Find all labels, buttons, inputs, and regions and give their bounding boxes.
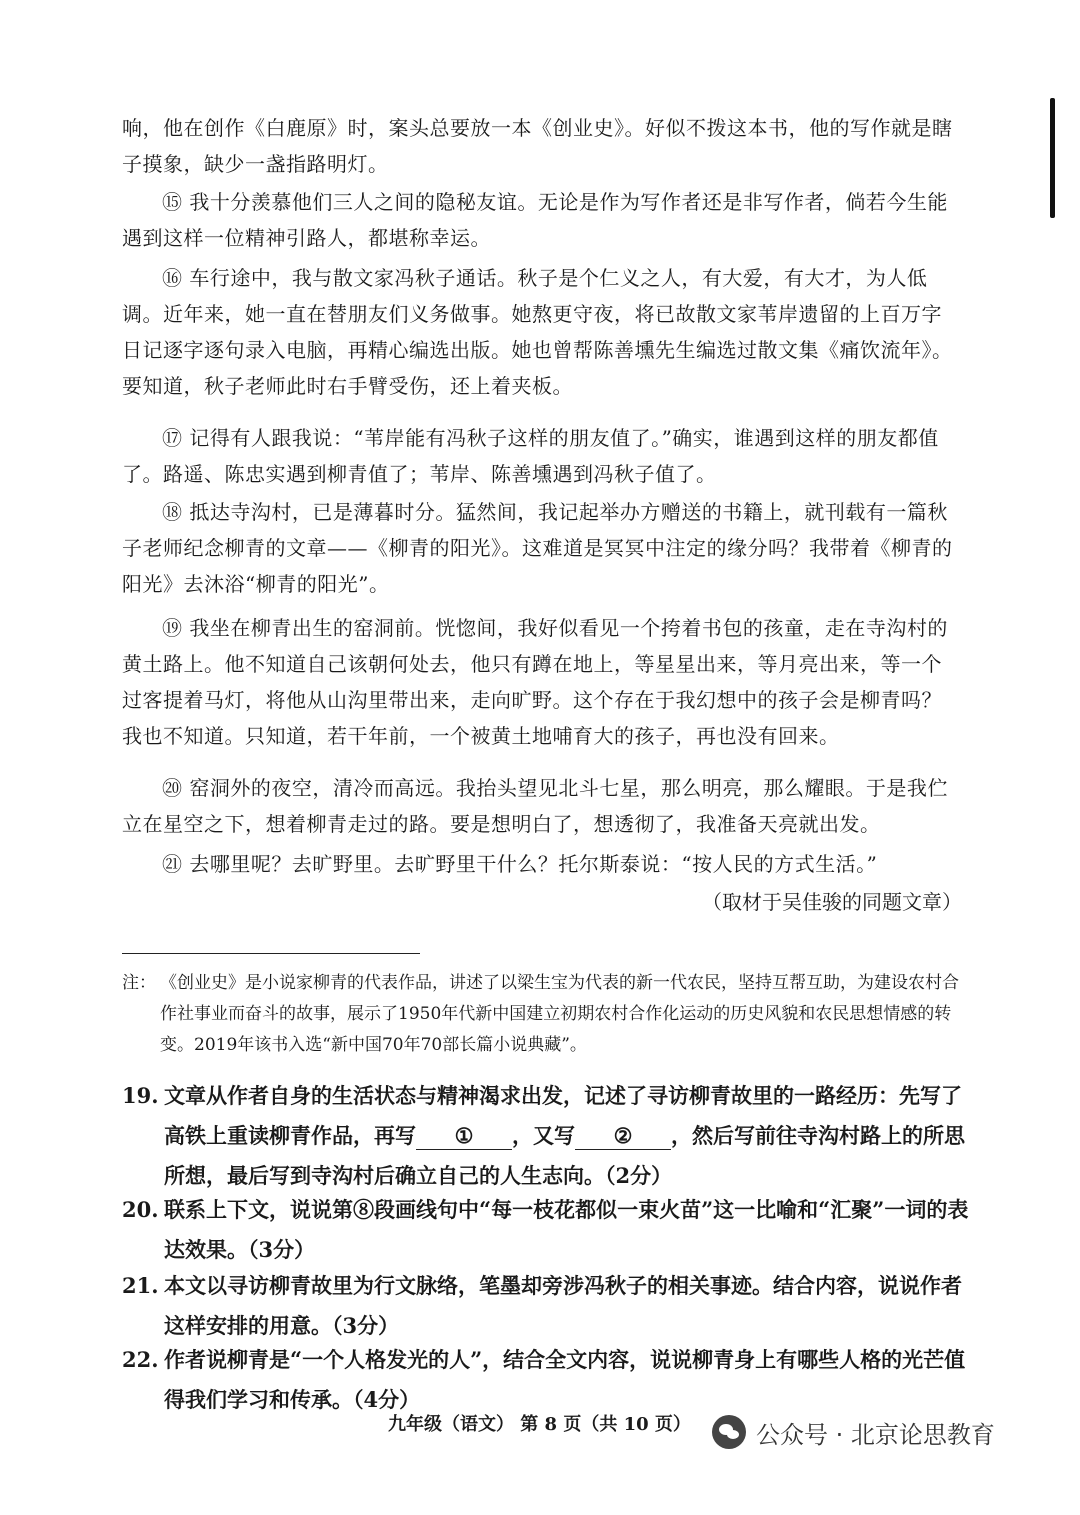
- question-text: [164, 1076, 972, 1196]
- question-text: 作者说柳青是“一个人格发光的人”，结合全文内容，说说柳青身上有哪些人格的光芒值得我们学习和传承。（4分）: [164, 1347, 966, 1412]
- watermark-text: 公众号 · 北京论思教育: [756, 1420, 995, 1449]
- footnote-text: 《创业史》是小说家柳青的代表作品，讲述了以梁生宝为代表的新一代农民，坚持互帮互助，为建设农村合作社事业而奋斗的故事，展示了1950年代新中国建立初期农村合作化运动的历史风貌和农民思想情感的转变。2019年该书入选“新中国70年70部长篇小说典藏”。: [160, 973, 959, 1055]
- question-20: [122, 1190, 972, 1270]
- page-footer: 九年级（语文） 第 8 页（共 10 页）: [388, 1414, 691, 1435]
- paragraph-16: ⑯ 车行途中，我与散文家冯秋子通话。秋子是个仁义之人，有大爱，有大才，为人低调。近年来，她一直在替朋友们义务做事。她熬更守夜，将已故散文家苇岸遗留的上百万字日记逐字逐句录入电脑，再精心编选出版。她也曾帮陈善壎先生编选过散文集《痛饮流年》。要知道，秋子老师此时右手臂受伤，还上着夹板。: [122, 266, 953, 398]
- question-text: 本文以寻访柳青故里为行文脉络，笔墨却旁涉冯秋子的相关事迹。结合内容，说说作者这样安排的用意。（3分）: [164, 1273, 962, 1338]
- paragraph-continued: 响，他在创作《白鹿原》时，案头总要放一本《创业史》。好似不拨这本书，他的写作就是瞎子摸象，缺少一盏指路明灯。: [122, 116, 953, 176]
- question-text-part: ，然后写前往寺沟村路上的所思所想，最后写到寺沟村后确立自己的人生志向。（2分）: [164, 1123, 965, 1188]
- question-22: [122, 1340, 972, 1420]
- paragraph-20: ⑳ 窑洞外的夜空，清冷而高远。我抬头望见北斗七星，那么明亮，那么耀眼。于是我伫立在星空之下，想着柳青走过的路。要是想明白了，想透彻了，我准备天亮就出发。: [122, 776, 948, 836]
- watermark: [712, 1412, 995, 1452]
- paragraph-19: ⑲ 我坐在柳青出生的窑洞前。恍惚间，我好似看见一个挎着书包的孩童，走在寺沟村的黄土路上。他不知道自己该朝何处去，他只有蹲在地上，等星星出来，等月亮出来，等一个过客提着马灯，将他从山沟里带出来，走向旷野。这个存在于我幻想中的孩子会是柳青吗？我也不知道。只知道，若干年前，一个被黄土地哺育大的孩子，再也没有回来。: [122, 616, 948, 748]
- paragraph-18: ⑱ 抵达寺沟村，已是薄暮时分。猛然间，我记起举办方赠送的书籍上，就刊载有一篇秋子老师纪念柳青的文章——《柳青的阳光》。这难道是冥冥中注定的缘分吗？我带着《柳青的阳光》去沐浴“柳青的阳光”。: [122, 500, 953, 596]
- question-number: 21.: [122, 1273, 159, 1298]
- question-number: 22.: [122, 1347, 159, 1372]
- footnote-divider: [122, 953, 420, 954]
- source-citation: （取材于吴佳骏的同题文章）: [702, 890, 962, 914]
- answer-blank-1[interactable]: ①: [416, 1123, 512, 1150]
- paragraph-17: ⑰ 记得有人跟我说：“苇岸能有冯秋子这样的朋友值了。”确实，谁遇到这样的朋友都值了。路遥、陈忠实遇到柳青值了；苇岸、陈善壎遇到冯秋子值了。: [122, 426, 939, 486]
- scan-edge-mark: [1050, 98, 1055, 218]
- question-number: 19.: [122, 1083, 159, 1108]
- question-text-part: ，又写: [512, 1123, 575, 1148]
- paragraph-21: ㉑ 去哪里呢？去旷野里。去旷野里干什么？托尔斯泰说：“按人民的方式生活。”: [162, 852, 878, 876]
- question-text-part: 文章从作者自身的生活状态与精神渴求出发，记述了寻访柳青故里的一路经历：先写了高铁上重读柳青作品，再写: [164, 1083, 962, 1148]
- wechat-icon: [712, 1415, 746, 1449]
- footnote: [122, 968, 962, 1061]
- question-19: [122, 1076, 972, 1196]
- footnote-label: 注：: [122, 973, 156, 993]
- question-text: 联系上下文，说说第⑧段画线句中“每一枝花都似一束火苗”这一比喻和“汇聚”一词的表达效果。（3分）: [164, 1197, 969, 1262]
- question-number: 20.: [122, 1197, 159, 1222]
- question-21: [122, 1266, 972, 1346]
- paragraph-15: ⑮ 我十分羡慕他们三人之间的隐秘友谊。无论是作为写作者还是非写作者，倘若今生能遇到这样一位精神引路人，都堪称幸运。: [122, 190, 948, 250]
- answer-blank-2[interactable]: ②: [575, 1123, 671, 1150]
